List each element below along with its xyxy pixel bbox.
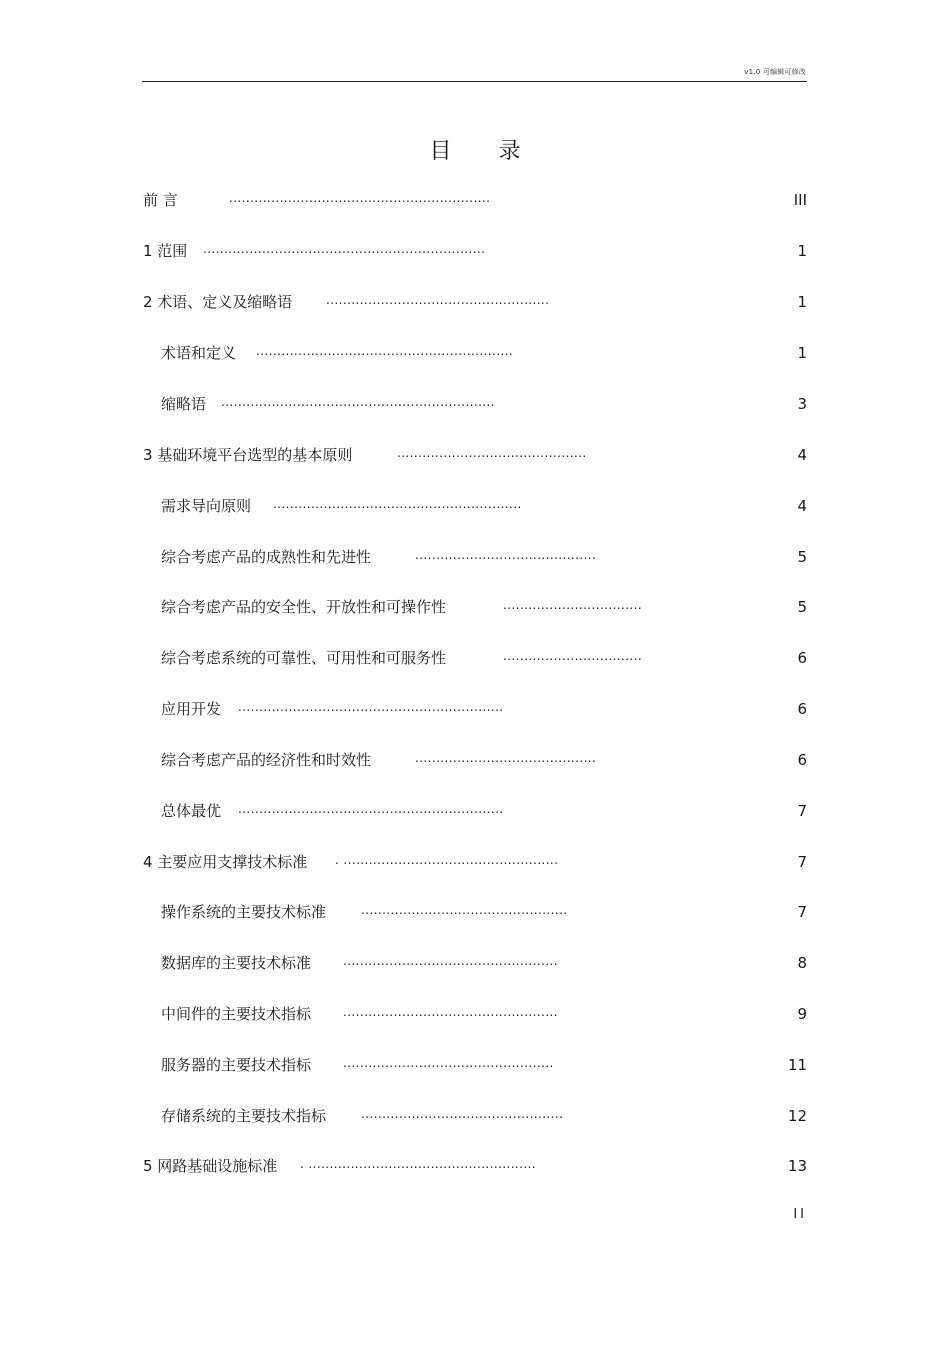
- toc-entry-page: 13: [787, 1157, 807, 1175]
- toc-entry-label: 4 主要应用支撑技术标准: [143, 853, 308, 871]
- toc-entry-reliability[interactable]: [0, 646, 950, 670]
- toc-entry-label: 需求导向原则: [161, 497, 252, 515]
- toc-leader-dots: .....................................................: [326, 293, 550, 307]
- toc-entry-page: 7: [797, 802, 807, 820]
- toc-entry-label: 缩略语: [161, 395, 207, 413]
- toc-entry-label: 术语和定义: [161, 344, 237, 362]
- toc-entry-tech-standards[interactable]: [0, 850, 950, 874]
- toc-entry-page: 9: [797, 1005, 807, 1023]
- toc-entry-page: 4: [797, 497, 807, 515]
- toc-leader-dots: .................................................................: [221, 395, 495, 409]
- toc-entry-label: 综合考虑产品的安全性、开放性和可操作性: [161, 598, 447, 616]
- toc-entry-storage-metrics[interactable]: [0, 1104, 950, 1128]
- toc-entry-page: 3: [797, 395, 807, 413]
- toc-leader-dots: .............................................: [397, 446, 587, 460]
- toc-entry-page: 7: [797, 853, 807, 871]
- toc-entry-label: 应用开发: [161, 700, 222, 718]
- toc-entry-app-dev[interactable]: [0, 697, 950, 721]
- toc-entry-page: 5: [797, 598, 807, 616]
- toc-leader-dots: .................................: [503, 598, 643, 612]
- toc-leader-dots: .................................................: [361, 903, 568, 917]
- toc-entry-os-standards[interactable]: [0, 900, 950, 924]
- toc-leader-dots: ...........................................................: [273, 497, 522, 511]
- toc-entry-terms-definitions[interactable]: [0, 341, 950, 365]
- toc-leader-dots: ...............................................................: [238, 700, 504, 714]
- toc-leader-dots: . ......................................................: [300, 1157, 537, 1171]
- header-rule: [142, 81, 807, 82]
- toc-entry-middleware-metrics[interactable]: [0, 1002, 950, 1026]
- toc-leader-dots: .................................: [503, 649, 643, 663]
- toc-entry-label: 前 言: [143, 191, 178, 209]
- toc-entry-scope[interactable]: [0, 239, 950, 263]
- toc-entry-label: 综合考虑产品的成熟性和先进性: [161, 548, 372, 566]
- toc-entry-label: 综合考虑系统的可靠性、可用性和可服务性: [161, 649, 447, 667]
- toc-entry-label: 2 术语、定义及缩略语: [143, 293, 293, 311]
- toc-entry-page: 6: [797, 700, 807, 718]
- header-version-text: v1.0 可编辑可修改: [744, 68, 806, 76]
- toc-entry-db-standards[interactable]: [0, 951, 950, 975]
- toc-entry-label: 中间件的主要技术指标: [161, 1005, 312, 1023]
- toc-entry-overall-optimal[interactable]: [0, 799, 950, 823]
- footer-page-number: II: [793, 1207, 807, 1222]
- toc-entry-label: 总体最优: [161, 802, 222, 820]
- toc-title: 目 录: [429, 139, 541, 164]
- toc-entry-page: 4: [797, 446, 807, 464]
- toc-entry-page: 7: [797, 903, 807, 921]
- toc-entry-page: 1: [797, 242, 807, 260]
- toc-leader-dots: .............................................................: [256, 344, 514, 358]
- toc-entry-terms[interactable]: [0, 290, 950, 314]
- toc-entry-page: 6: [797, 751, 807, 769]
- toc-entry-label: 综合考虑产品的经济性和时效性: [161, 751, 372, 769]
- toc-entry-server-metrics[interactable]: [0, 1053, 950, 1077]
- toc-leader-dots: ..................................................: [343, 1056, 554, 1070]
- toc-leader-dots: . ...................................................: [335, 853, 559, 867]
- toc-leader-dots: ..............................................................: [229, 191, 491, 205]
- toc-entry-label: 1 范围: [143, 242, 188, 260]
- toc-entry-label: 5 网路基础设施标准: [143, 1157, 278, 1175]
- toc-entry-page: 11: [787, 1056, 807, 1074]
- toc-entry-label: 存储系统的主要技术指标: [161, 1107, 327, 1125]
- toc-entry-abbreviations[interactable]: [0, 392, 950, 416]
- toc-entry-label: 数据库的主要技术标准: [161, 954, 312, 972]
- toc-entry-economy[interactable]: [0, 748, 950, 772]
- toc-entry-label: 操作系统的主要技术标准: [161, 903, 327, 921]
- toc-leader-dots: ...........................................: [415, 751, 597, 765]
- toc-leader-dots: ...............................................................: [238, 802, 504, 816]
- toc-entry-page: III: [793, 191, 807, 209]
- toc-entry-page: 1: [797, 344, 807, 362]
- toc-entry-page: 1: [797, 293, 807, 311]
- toc-entry-principles[interactable]: [0, 443, 950, 467]
- toc-entry-page: 8: [797, 954, 807, 972]
- toc-leader-dots: ...................................................................: [203, 242, 486, 256]
- toc-entry-network[interactable]: [0, 1154, 950, 1178]
- toc-entry-maturity[interactable]: [0, 545, 950, 569]
- toc-leader-dots: ...........................................: [415, 548, 597, 562]
- toc-entry-label: 服务器的主要技术指标: [161, 1056, 312, 1074]
- toc-entry-demand-oriented[interactable]: [0, 494, 950, 518]
- toc-leader-dots: ...................................................: [343, 1005, 558, 1019]
- toc-entry-page: 12: [787, 1107, 807, 1125]
- toc-entry-preface[interactable]: [0, 188, 950, 212]
- toc-entry-page: 5: [797, 548, 807, 566]
- toc-leader-dots: ................................................: [361, 1107, 564, 1121]
- toc-entry-label: 3 基础环境平台选型的基本原则: [143, 446, 353, 464]
- toc-entry-page: 6: [797, 649, 807, 667]
- toc-leader-dots: ...................................................: [343, 954, 558, 968]
- toc-entry-security[interactable]: [0, 595, 950, 619]
